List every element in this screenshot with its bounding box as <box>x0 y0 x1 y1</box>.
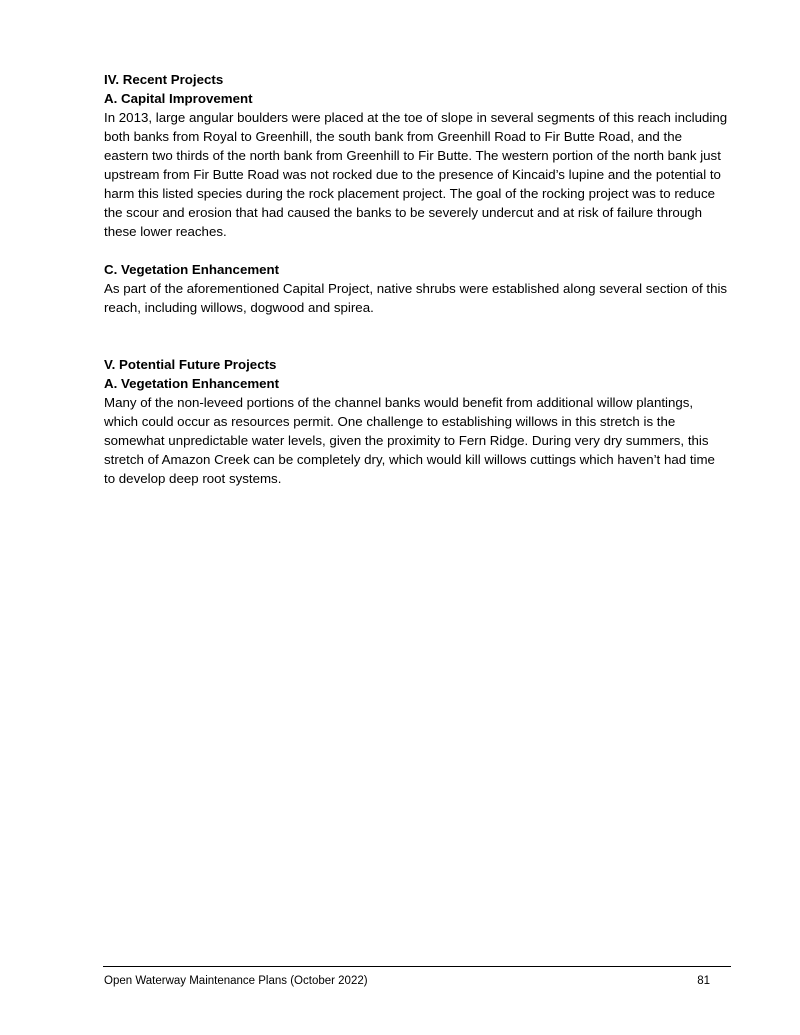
footer-document-title: Open Waterway Maintenance Plans (October 2022) <box>104 975 368 987</box>
paragraph-vegetation-enhancement: As part of the aforementioned Capital Project, native shrubs were established along several section of this reach, including willows, dogwood and spirea. <box>104 281 728 315</box>
footer-divider <box>103 966 731 967</box>
paragraph-capital-improvement: In 2013, large angular boulders were placed at the toe of slope in several segments of this reach including both banks from Royal to Greenhill, the south bank from Greenhill Road to Fir Butte Road, and the eastern two thirds of the north bank from Greenhill to Fir Butte. The western portion of the north bank just upstream from Fir Butte Road was not rocked due to the presence of Kincaid’s lupine and the potential to harm this listed species during the rock placement project. The goal of the rocking project was to reduce the scour and erosion that had caused the banks to be severely undercut and at risk of failure through these lower reaches. <box>104 110 728 239</box>
subheading-vegetation-enhancement: C. Vegetation Enhancement <box>104 262 280 277</box>
section-heading-future-projects: V. Potential Future Projects <box>104 357 277 372</box>
spacer <box>104 317 729 355</box>
subheading-future-vegetation-enhancement: A. Vegetation Enhancement <box>104 376 280 391</box>
paragraph-future-vegetation-enhancement: Many of the non-leveed portions of the channel banks would benefit from additional willow plantings, which could occur as resources permit. One challenge to establishing willows in this stretch is the somewhat unpredictable water levels, given the proximity to Fern Ridge. During very dry summers, this stretch of Amazon Creek can be completely dry, which would kill willows cuttings which haven’t had time to develop deep root systems. <box>104 395 715 486</box>
page-body <box>104 70 729 488</box>
footer-page-number: 81 <box>697 975 710 987</box>
section-heading-recent-projects: IV. Recent Projects <box>104 72 224 87</box>
spacer <box>104 241 729 260</box>
subheading-capital-improvement: A. Capital Improvement <box>104 91 253 106</box>
